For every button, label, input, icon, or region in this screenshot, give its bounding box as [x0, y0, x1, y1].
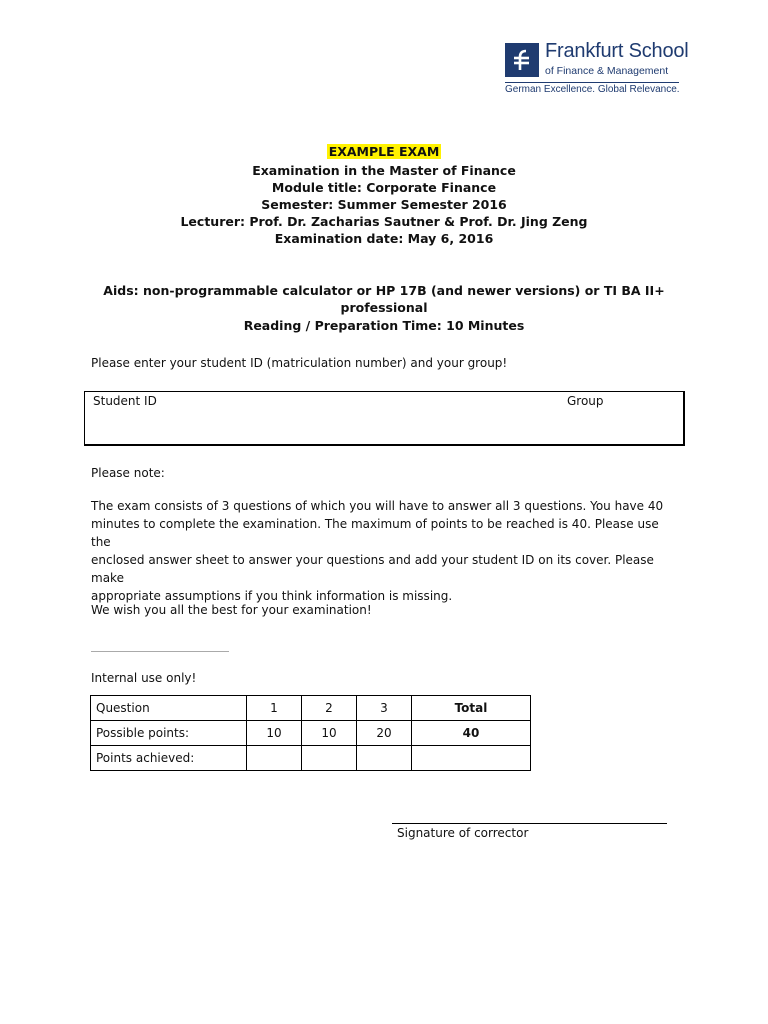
frankfurt-school-logo-icon — [505, 43, 539, 77]
lecturer-line: Lecturer: Prof. Dr. Zacharias Sautner & Prof. Dr. Jing Zeng — [180, 214, 588, 229]
instructions-line: minutes to complete the examination. The maximum of points to be reached is 40. Please use the — [91, 517, 659, 549]
points-achieved-cell[interactable] — [302, 746, 357, 771]
please-note-heading: Please note: — [91, 466, 165, 480]
table-row — [91, 746, 531, 771]
table-row — [91, 696, 531, 721]
logo-subtitle: of Finance & Management — [545, 65, 669, 77]
instructions-line: appropriate assumptions if you think information is missing. — [91, 589, 453, 603]
student-id-box[interactable] — [84, 391, 685, 446]
instructions-paragraph — [91, 497, 671, 605]
table-cell: 10 — [247, 721, 302, 746]
exam-date-line: Examination date: May 6, 2016 — [274, 231, 494, 246]
internal-use-label: Internal use only! — [91, 671, 197, 685]
table-cell: 1 — [247, 696, 302, 721]
reading-time: Reading / Preparation Time: 10 Minutes — [243, 318, 525, 333]
aids-line: Aids: non-programmable calculator or HP 17B (and newer versions) or TI BA II+ — [103, 283, 665, 298]
table-cell: Possible points: — [91, 721, 247, 746]
points-achieved-total-cell[interactable] — [412, 746, 531, 771]
table-cell: Question — [91, 696, 247, 721]
logo-tagline: German Excellence. Global Relevance. — [505, 84, 680, 95]
table-cell-total: Total — [412, 696, 531, 721]
table-cell-total: 40 — [412, 721, 531, 746]
points-table — [90, 695, 531, 771]
table-cell: 3 — [357, 696, 412, 721]
aids-line-continued: professional — [340, 300, 428, 315]
instructions-line: enclosed answer sheet to answer your questions and add your student ID on its cover. Please make — [91, 553, 654, 585]
exam-title — [0, 143, 768, 160]
example-exam-highlight: EXAMPLE EXAM — [328, 144, 440, 159]
table-cell: 2 — [302, 696, 357, 721]
table-cell: 10 — [302, 721, 357, 746]
table-row — [91, 721, 531, 746]
instructions-line: The exam consists of 3 questions of which you will have to answer all 3 questions. You have 40 — [91, 499, 664, 513]
group-label: Group — [567, 394, 604, 408]
table-cell: 20 — [357, 721, 412, 746]
points-achieved-cell[interactable] — [357, 746, 412, 771]
program-line: Examination in the Master of Finance — [252, 163, 516, 178]
table-cell: Points achieved: — [91, 746, 247, 771]
enter-id-instruction: Please enter your student ID (matriculation number) and your group! — [91, 356, 508, 370]
divider-line — [91, 651, 229, 652]
signature-label: Signature of corrector — [397, 826, 529, 840]
module-title: Module title: Corporate Finance — [271, 180, 497, 195]
logo-name: Frankfurt School — [545, 40, 689, 62]
points-achieved-cell[interactable] — [247, 746, 302, 771]
logo-divider — [505, 82, 679, 83]
logo-mark — [505, 43, 539, 77]
student-id-label: Student ID — [93, 394, 157, 408]
good-luck-message: We wish you all the best for your examination! — [91, 603, 372, 617]
semester-line: Semester: Summer Semester 2016 — [261, 197, 507, 212]
